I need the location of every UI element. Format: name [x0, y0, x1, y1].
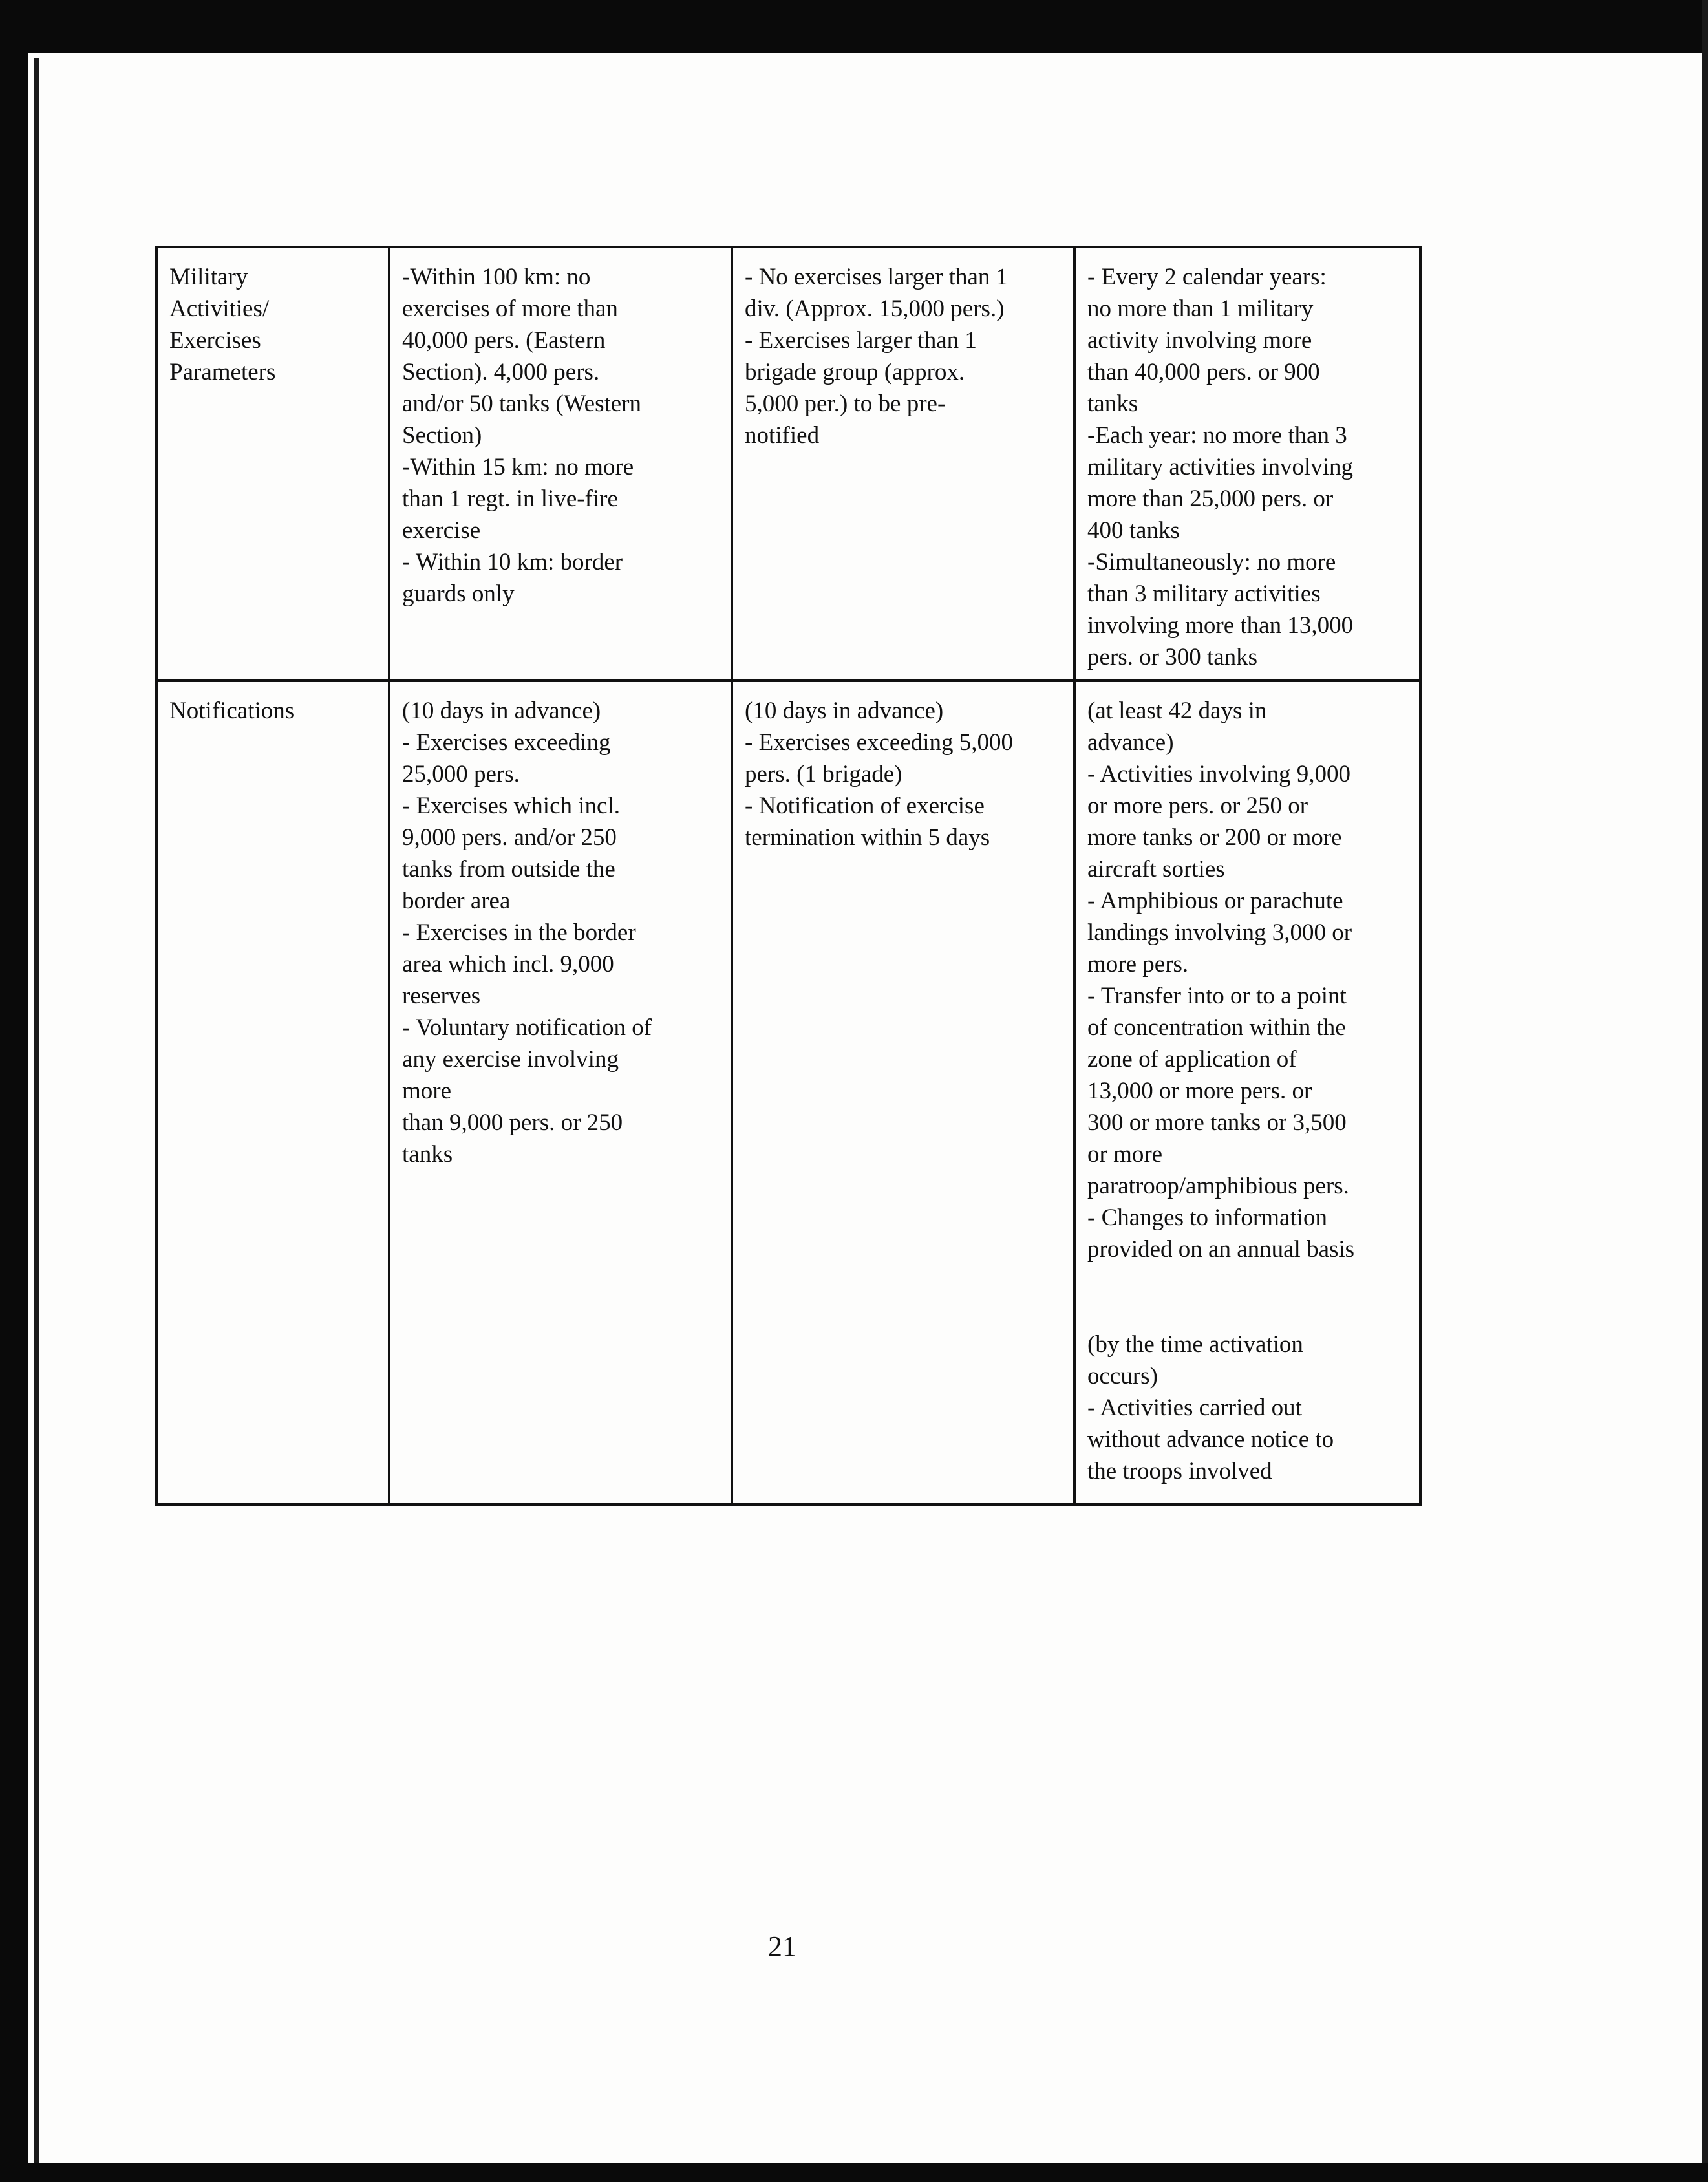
cell-line: more tanks or 200 or more: [1087, 824, 1342, 851]
cell-line: provided on an annual basis: [1087, 1236, 1355, 1263]
scan-border-left: [0, 0, 28, 2182]
table-cell: [732, 247, 1074, 681]
cell-line: - Exercises larger than 1: [745, 327, 977, 354]
cell-line: any exercise involving: [402, 1046, 619, 1073]
cell-line: tanks: [1087, 390, 1138, 417]
cell-line: 9,000 pers. and/or 250: [402, 824, 617, 851]
scan-border-top: [0, 0, 1708, 53]
cell-line: (10 days in advance): [402, 698, 601, 724]
cell-line: Section): [402, 422, 482, 449]
cell-line: 300 or more tanks or 3,500: [1087, 1109, 1347, 1136]
scan-border-bottom: [0, 2163, 1708, 2182]
cell-line: than 1 regt. in live-fire: [402, 486, 618, 512]
cell-line: involving more than 13,000: [1087, 612, 1354, 639]
cell-line: no more than 1 military: [1087, 295, 1314, 322]
table-cell: [1074, 681, 1420, 1504]
cell-line: - Amphibious or parachute: [1087, 888, 1343, 914]
cell-line: brigade group (approx.: [745, 359, 965, 385]
cell-line: 400 tanks: [1087, 517, 1180, 544]
cell-line: pers. or 300 tanks: [1087, 644, 1258, 670]
cell-line: tanks: [402, 1141, 453, 1168]
cell-line: termination within 5 days: [745, 824, 990, 851]
cell-line: military activities involving: [1087, 454, 1354, 480]
cell-line: without advance notice to: [1087, 1426, 1334, 1453]
cell-line: 13,000 or more pers. or: [1087, 1078, 1312, 1104]
cell-line: than 9,000 pers. or 250: [402, 1109, 623, 1136]
cell-line: more: [402, 1078, 452, 1104]
cell-line: exercises of more than: [402, 295, 618, 322]
row-label-cell: [156, 247, 389, 681]
cell-line: -Within 100 km: no: [402, 264, 591, 290]
cell-line: - Exercises exceeding 5,000: [745, 729, 1014, 756]
cell-line: tanks from outside the: [402, 856, 615, 882]
cell-line: reserves: [402, 983, 481, 1009]
cell-line: guards only: [402, 581, 515, 607]
cell-line: aircraft sorties: [1087, 856, 1225, 882]
cell-line: div. (Approx. 15,000 pers.): [745, 295, 1005, 322]
cell-line: - Notification of exercise: [745, 793, 985, 819]
label-line: Activities/: [169, 295, 270, 322]
table-cell: [732, 681, 1074, 1504]
cell-line: or more: [1087, 1141, 1163, 1168]
cell-line: (at least 42 days in: [1087, 698, 1267, 724]
cell-line: more pers.: [1087, 951, 1189, 978]
cell-line: exercise: [402, 517, 481, 544]
cell-line: of concentration within the: [1087, 1014, 1346, 1041]
table-cell: [389, 247, 732, 681]
cell-line: zone of application of: [1087, 1046, 1297, 1073]
cell-line: than 3 military activities: [1087, 581, 1321, 607]
cell-line: - Activities involving 9,000: [1087, 761, 1350, 787]
cell-line: - Voluntary notification of: [402, 1014, 652, 1041]
cell-line: occurs): [1087, 1363, 1158, 1389]
table-row-notifications: [156, 681, 1420, 1504]
page-number: 21: [768, 1931, 796, 1962]
cell-line: activity involving more: [1087, 327, 1312, 354]
cell-line: - Activities carried out: [1087, 1395, 1302, 1421]
cell-line: 5,000 per.) to be pre-: [745, 390, 946, 417]
table-cell: [389, 681, 732, 1504]
label-line: Notifications: [169, 698, 295, 724]
table-cell: [1074, 247, 1420, 681]
cell-line: more than 25,000 pers. or: [1087, 486, 1334, 512]
scan-border-right: [1702, 0, 1708, 2182]
row-label-cell: [156, 681, 389, 1504]
cell-line: (10 days in advance): [745, 698, 944, 724]
cell-line: pers. (1 brigade): [745, 761, 902, 787]
cell-line: the troops involved: [1087, 1458, 1272, 1484]
cell-line: paratroop/amphibious pers.: [1087, 1173, 1349, 1199]
paragraph-gap: [1087, 1265, 1407, 1329]
cell-line: area which incl. 9,000: [402, 951, 614, 978]
cell-line: - Changes to information: [1087, 1204, 1327, 1231]
cell-line: - Every 2 calendar years:: [1087, 264, 1327, 290]
cell-line: or more pers. or 250 or: [1087, 793, 1308, 819]
cell-line: -Each year: no more than 3: [1087, 422, 1347, 449]
cell-line: - Exercises exceeding: [402, 729, 611, 756]
label-line: Exercises: [169, 327, 261, 354]
cell-line: - Exercises in the border: [402, 919, 636, 946]
cell-line: - Exercises which incl.: [402, 793, 620, 819]
cell-line: landings involving 3,000 or: [1087, 919, 1352, 946]
cell-line: Section). 4,000 pers.: [402, 359, 600, 385]
cell-line: -Simultaneously: no more: [1087, 549, 1336, 575]
label-line: Military: [169, 264, 248, 290]
label-line: Parameters: [169, 359, 276, 385]
cell-line: -Within 15 km: no more: [402, 454, 634, 480]
comparison-table: [155, 246, 1422, 1506]
cell-line: advance): [1087, 729, 1174, 756]
cell-line: - Transfer into or to a point: [1087, 983, 1347, 1009]
cell-line: and/or 50 tanks (Western: [402, 390, 641, 417]
cell-line: - No exercises larger than 1: [745, 264, 1009, 290]
cell-line: border area: [402, 888, 511, 914]
cell-line: 25,000 pers.: [402, 761, 520, 787]
cell-line: notified: [745, 422, 820, 449]
cell-line: than 40,000 pers. or 900: [1087, 359, 1320, 385]
cell-line: (by the time activation: [1087, 1331, 1303, 1358]
table-row-military-activities: [156, 247, 1420, 681]
cell-line: - Within 10 km: border: [402, 549, 623, 575]
scan-border-left-line: [34, 58, 39, 2172]
cell-line: 40,000 pers. (Eastern: [402, 327, 606, 354]
